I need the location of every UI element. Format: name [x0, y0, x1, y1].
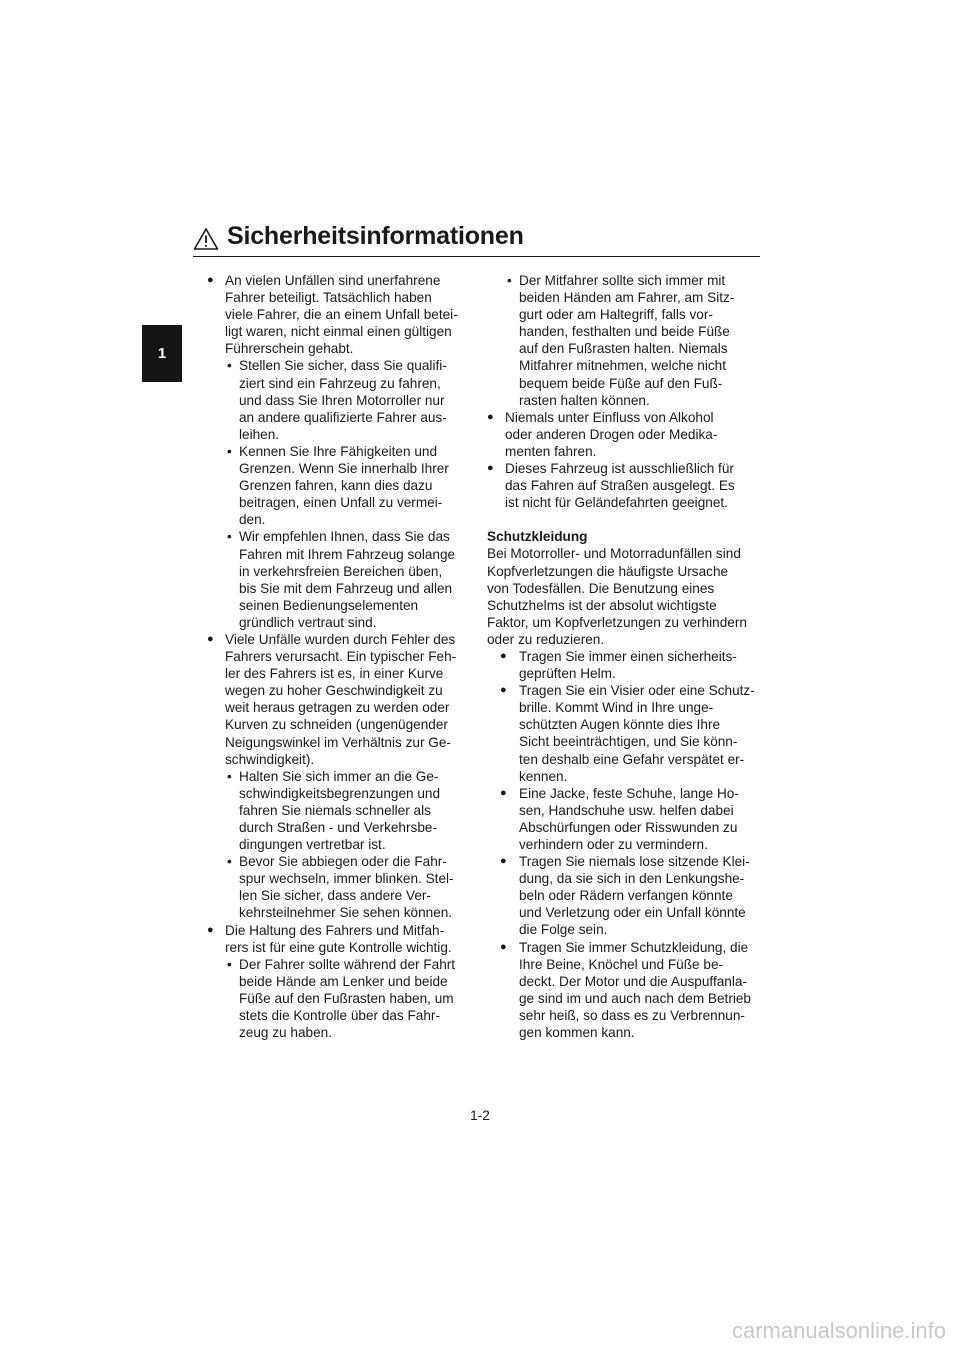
text-line: schwindigkeit). [225, 751, 315, 767]
text-line: oder anderen Drogen oder Medika- [505, 426, 718, 442]
text-line: fahren Sie niemals schneller als [239, 802, 431, 818]
bullet-item [487, 785, 763, 853]
text-line: ● An vielen Unfällen sind unerfahrene [207, 272, 465, 289]
text-line: Sicht beeinträchtigen, und Sie könn- [519, 734, 738, 750]
text-line: sehr heiß, so dass es zu Verbrennun- [519, 1007, 745, 1023]
text-line: • Bevor Sie abbiegen oder die Fahr- [207, 853, 465, 870]
text-line: beide Hände am Lenker und beide [239, 973, 448, 989]
bullet-item [487, 409, 763, 460]
text-line: Faktor, um Kopfverletzungen zu verhindern [487, 614, 747, 630]
page-number: 1-2 [470, 1108, 490, 1123]
text-line: Schutzhelms ist der absolut wichtigste [487, 597, 717, 613]
text-line: Bei Motorroller- und Motorradunfällen sind [487, 546, 741, 562]
text-line: Füße auf den Fußrasten haben, um [239, 990, 454, 1006]
text-line: wegen zu hoher Geschwindigkeit zu [225, 683, 443, 699]
text-line: gründlich vertraut sind. [239, 614, 377, 630]
sub-bullet-item [207, 528, 465, 631]
text-line: geprüften Helm. [519, 666, 616, 682]
text-line: schützten Augen könnte dies Ihre [519, 717, 721, 733]
text-line: rers ist für eine gute Kontrolle wichtig. [225, 939, 452, 955]
text-line: weit heraus getragen zu werden oder [225, 700, 450, 716]
text-line: • Halten Sie sich immer an die Ge- [207, 768, 465, 785]
text-line: ler des Fahrers ist es, in einer Kurve [225, 666, 444, 682]
text-line: auf den Fußrasten halten. Niemals [519, 341, 728, 357]
text-line: beiden Händen am Fahrer, am Sitz- [519, 290, 735, 306]
text-line: beitragen, einen Unfall zu vermei- [239, 495, 443, 511]
text-line: beln oder Rädern verfangen könnte [519, 888, 733, 904]
page-title: Sicherheitsinformationen [227, 222, 524, 250]
text-line: zeug zu haben. [239, 1025, 332, 1041]
text-line: Grenzen. Wenn Sie innerhalb Ihrer [239, 461, 449, 477]
sub-bullet-item [207, 357, 465, 442]
text-line: dingungen vertretbar ist. [239, 837, 386, 853]
text-line: und dass Sie Ihren Motorroller nur [239, 392, 445, 408]
text-line: das Fahren auf Straßen ausgelegt. Es [505, 478, 735, 494]
text-line: sen, Handschuhe usw. helfen dabei [519, 802, 734, 818]
text-line: brille. Kommt Wind in Ihre unge- [519, 700, 714, 716]
text-line: menten fahren. [505, 443, 597, 459]
paragraph [487, 545, 763, 648]
text-line: Kurven zu schneiden (ungenügender [225, 717, 448, 733]
text-line: ● Eine Jacke, feste Schuhe, lange Ho- [487, 785, 763, 802]
text-line: Mitfahrer mitnehmen, welche nicht [519, 358, 727, 374]
text-line: schwindigkeitsbegrenzungen und [239, 785, 441, 801]
text-line: Fahrers verursacht. Ein typischer Feh- [225, 649, 457, 665]
bullet-item [207, 272, 465, 357]
text-line: • Wir empfehlen Ihnen, dass Sie das [207, 528, 465, 545]
text-line: ten deshalb eine Gefahr verspätet er- [519, 751, 745, 767]
text-line: ● Tragen Sie niemals lose sitzende Klei- [487, 853, 763, 870]
text-line: ge sind im und auch nach dem Betrieb [519, 990, 751, 1006]
text-line: • Der Mitfahrer sollte sich immer mit [487, 272, 763, 289]
sub-bullet-item [207, 768, 465, 853]
text-line: dung, da sie sich in den Lenkungshe- [519, 871, 745, 887]
text-line: spur wechseln, immer blinken. Stel- [239, 871, 454, 887]
text-line: und Verletzung oder ein Unfall könnte [519, 905, 746, 921]
text-line: seinen Bedienungselementen [239, 597, 419, 613]
chapter-tab: 1 [142, 325, 182, 382]
text-line: Kopfverletzungen die häufigste Ursache [487, 563, 729, 579]
right-column [487, 272, 763, 1041]
text-line: Neigungswinkel im Verhältnis zur Ge- [225, 734, 451, 750]
warning-triangle-icon [193, 227, 219, 251]
text-line: den. [239, 512, 266, 528]
text-line: ● Viele Unfälle wurden durch Fehler des [207, 631, 465, 648]
text-line: Ihre Beine, Knöchel und Füße be- [519, 956, 724, 972]
text-line: Abschürfungen oder Risswunden zu [519, 819, 738, 835]
text-line: ● Tragen Sie ein Visier oder eine Schutz- [487, 682, 763, 699]
text-line: Fahrer beteiligt. Tatsächlich haben [225, 290, 432, 306]
text-line: bequem beide Füße auf den Fuß- [519, 375, 723, 391]
text-line: kehrsteilnehmer Sie sehen können. [239, 905, 453, 921]
text-line: leihen. [239, 426, 280, 442]
text-line: an andere qualifizierte Fahrer aus- [239, 409, 447, 425]
text-line: deckt. Der Motor und die Auspuffanla- [519, 973, 747, 989]
text-line: Führerschein gehabt. [225, 341, 354, 357]
spacer [487, 511, 763, 528]
bullet-item [487, 939, 763, 1042]
bullet-item [487, 682, 763, 785]
sub-bullet-item [207, 443, 465, 528]
bullet-item [487, 853, 763, 938]
text-line: gen kommen kann. [519, 1025, 635, 1041]
text-line: von Todesfällen. Die Benutzung eines [487, 580, 715, 596]
text-line: rasten halten können. [519, 392, 650, 408]
text-line: gurt oder am Haltegriff, falls vor- [519, 307, 713, 323]
section-heading [487, 528, 763, 545]
text-line: ● Die Haltung des Fahrers und Mitfah- [207, 922, 465, 939]
text-line: oder zu reduzieren. [487, 631, 605, 647]
text-line: durch Straßen - und Verkehrsbe- [239, 820, 437, 835]
bullet-item [207, 922, 465, 956]
watermark: carmanualsonline.info [731, 1318, 946, 1343]
bullet-item [487, 460, 763, 511]
sub-bullet-item [487, 272, 763, 409]
sub-bullet-item [207, 853, 465, 921]
text-line: ● Niemals unter Einfluss von Alkohol [487, 409, 763, 426]
text-line: ● Tragen Sie immer Schutzkleidung, die [487, 939, 763, 956]
text-line: ● Tragen Sie immer einen sicherheits- [487, 648, 763, 665]
text-line: Fahren mit Ihrem Fahrzeug solange [239, 546, 456, 562]
text-line: bis Sie mit dem Fahrzeug und allen [239, 580, 453, 596]
text-line: verhindern oder zu vermindern. [519, 837, 708, 852]
text-line: Grenzen fahren, kann dies dazu [239, 478, 433, 494]
page-header [193, 222, 760, 257]
text-line: • Stellen Sie sicher, dass Sie qualifi- [207, 357, 465, 374]
bullet-item [207, 631, 465, 768]
text-line: handen, festhalten und beide Füße [519, 324, 730, 340]
text-line: stets die Kontrolle über das Fahr- [239, 1008, 440, 1024]
text-line: • Der Fahrer sollte während der Fahrt [207, 956, 465, 973]
text-line: ligt waren, nicht einmal einen gültigen [225, 324, 452, 340]
left-column [207, 272, 465, 1041]
text-line: • Kennen Sie Ihre Fähigkeiten und [207, 443, 465, 460]
sub-bullet-item [207, 956, 465, 1041]
text-line: viele Fahrer, die an einem Unfall betei- [225, 307, 458, 323]
text-line: Schutzkleidung [487, 529, 588, 545]
text-line: die Folge sein. [519, 922, 608, 938]
text-line: kennen. [519, 768, 568, 784]
text-line: ziert sind ein Fahrzeug zu fahren, [239, 375, 441, 391]
text-line: ● Dieses Fahrzeug ist ausschließlich für [487, 460, 763, 477]
text-line: in verkehrsfreien Bereichen üben, [239, 563, 443, 579]
text-line: ist nicht für Geländefahrten geeignet. [505, 495, 728, 511]
bullet-item [487, 648, 763, 682]
text-line: len Sie sicher, dass andere Ver- [239, 888, 431, 904]
